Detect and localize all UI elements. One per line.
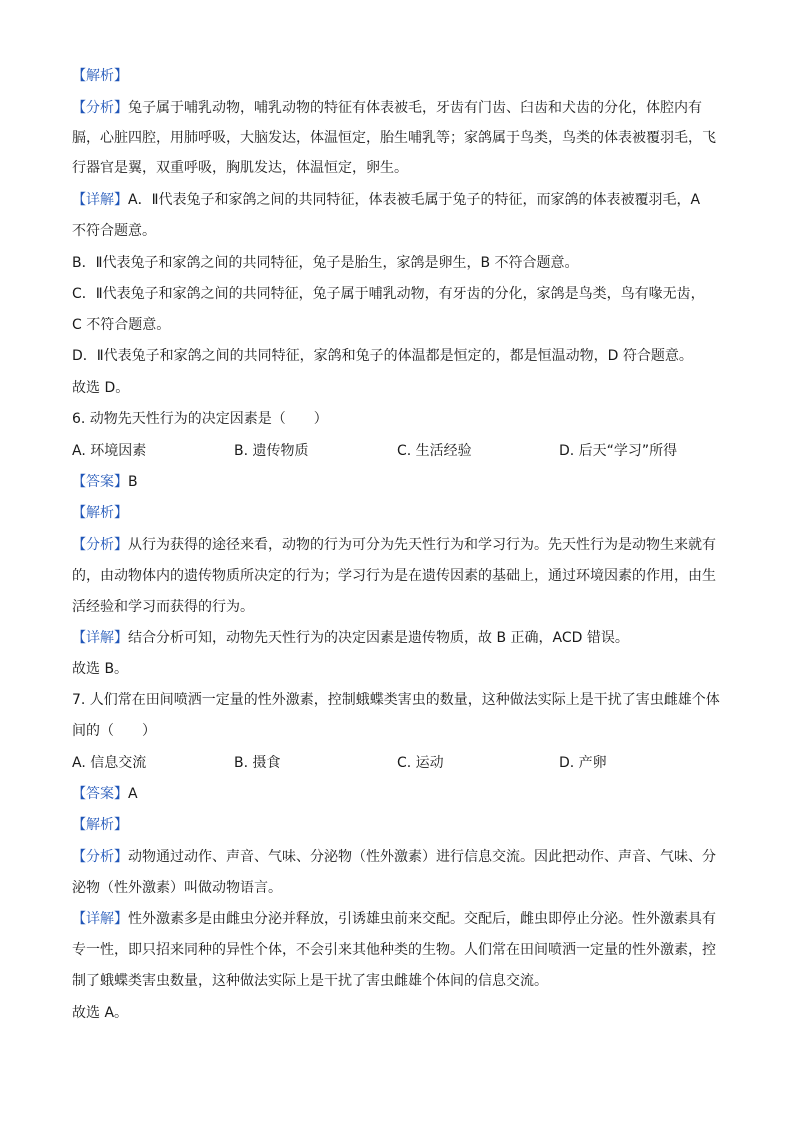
q7-fenxi-line-2: 泌物（性外激素）叫做动物语言。	[72, 880, 282, 896]
q7-stem-line-1: 7. 人们常在田间喷洒一定量的性外激素，控制蛾蝶类害虫的数量，这种做法实际上是干扰了害虫雌雄个体	[72, 692, 720, 708]
q7-xiangjie-text-1: 性外激素多是由雌虫分泌并释放，引诱雄虫前来交配。交配后，雌虫即停止分泌。性外激素具有	[128, 911, 716, 927]
q5-fenxi-text-1: 兔子属于哺乳动物，哺乳动物的特征有体表被毛，牙齿有门齿、臼齿和犬齿的分化，体腔内有	[128, 100, 702, 116]
q6-option-a: A. 环境因素	[72, 443, 147, 459]
q7-jiexi-heading	[72, 815, 722, 835]
q6-fenxi-line-1	[72, 535, 722, 555]
q7-stem-line-2: 间的（ ）	[72, 723, 156, 739]
q5-fenxi-line-3: 行器官是翼，双重呼吸，胸肌发达，体温恒定，卵生。	[72, 160, 408, 176]
q5-fenxi-line-1	[72, 98, 722, 118]
q7-answer-value: A	[128, 786, 138, 802]
answer-tag: 【答案】	[72, 786, 128, 802]
q6-xiangjie-line	[72, 628, 722, 648]
xiangjie-tag: 【详解】	[72, 630, 128, 646]
q5-option-c-explanation-1: C．Ⅱ代表兔子和家鸽之间的共同特征，兔子属于哺乳动物，有牙齿的分化，家鸽是鸟类，鸟有喙无齿，	[72, 286, 705, 302]
fenxi-tag: 【分析】	[72, 100, 128, 116]
q6-fenxi-line-3: 活经验和学习而获得的行为。	[72, 599, 254, 615]
q7-conclusion: 故选 A。	[72, 1005, 129, 1021]
q7-fenxi-text-1: 动物通过动作、声音、气味、分泌物（性外激素）进行信息交流。因此把动作、声音、气味、分	[128, 849, 716, 865]
q5-fenxi-line-2: 膈，心脏四腔，用肺呼吸，大脑发达，体温恒定，胎生哺乳等；家鸽属于鸟类，鸟类的体表被覆羽毛，飞	[72, 130, 716, 146]
q7-answer	[72, 784, 722, 804]
q6-option-c: C. 生活经验	[397, 443, 472, 459]
xiangjie-tag: 【详解】	[72, 911, 128, 927]
q7-xiangjie-line-2: 专一性，即只招来同种的异性个体，不会引来其他种类的生物。人们常在田间喷洒一定量的性外激素，控	[72, 942, 716, 958]
q5-xiangjie-text-1: A．Ⅱ代表兔子和家鸽之间的共同特征，体表被毛属于兔子的特征，而家鸽的体表被覆羽毛，A	[128, 192, 701, 208]
q6-conclusion: 故选 B。	[72, 661, 129, 677]
q6-xiangjie-text: 结合分析可知，动物先天性行为的决定因素是遗传物质，故 B 正确，ACD 错误。	[128, 630, 629, 646]
q7-fenxi-line-1	[72, 847, 722, 867]
jiexi-tag: 【解析】	[72, 505, 128, 521]
q6-fenxi-text-1: 从行为获得的途径来看，动物的行为可分为先天性行为和学习行为。先天性行为是动物生来就有	[128, 537, 716, 553]
jiexi-tag: 【解析】	[72, 817, 128, 833]
q7-xiangjie-line-1	[72, 909, 722, 929]
q5-xiangjie-line-1	[72, 190, 722, 210]
q6-stem: 6. 动物先天性行为的决定因素是（ ）	[72, 411, 328, 427]
fenxi-tag: 【分析】	[72, 849, 128, 865]
jiexi-tag: 【解析】	[72, 68, 128, 84]
q7-option-b: B. 摄食	[234, 755, 281, 771]
answer-tag: 【答案】	[72, 474, 128, 490]
q6-option-b: B. 遗传物质	[234, 443, 309, 459]
q6-answer-value: B	[128, 474, 138, 490]
q5-option-d-explanation: D．Ⅱ代表兔子和家鸽之间的共同特征，家鸽和兔子的体温都是恒定的，都是恒温动物，D 符合题意。	[72, 348, 693, 364]
q5-option-b-explanation: B．Ⅱ代表兔子和家鸽之间的共同特征，兔子是胎生，家鸽是卵生，B 不符合题意。	[72, 255, 579, 271]
q7-option-d: D. 产卵	[559, 755, 607, 771]
q5-conclusion: 故选 D。	[72, 380, 130, 396]
q6-answer	[72, 472, 722, 492]
q7-option-a: A. 信息交流	[72, 755, 147, 771]
q7-option-c: C. 运动	[397, 755, 444, 771]
q6-option-d: D. 后天“学习”所得	[559, 443, 678, 459]
q5-xiangjie-line-2: 不符合题意。	[72, 223, 156, 239]
q5-option-c-explanation-2: C 不符合题意。	[72, 317, 171, 333]
xiangjie-tag: 【详解】	[72, 192, 128, 208]
q7-xiangjie-line-3: 制了蛾蝶类害虫数量，这种做法实际上是干扰了害虫雌雄个体间的信息交流。	[72, 973, 548, 989]
q5-jiexi-heading	[72, 66, 722, 86]
fenxi-tag: 【分析】	[72, 537, 128, 553]
q6-fenxi-line-2: 的，由动物体内的遗传物质所决定的行为；学习行为是在遗传因素的基础上，通过环境因素的作用，由生	[72, 568, 716, 584]
q6-jiexi-heading	[72, 503, 722, 523]
